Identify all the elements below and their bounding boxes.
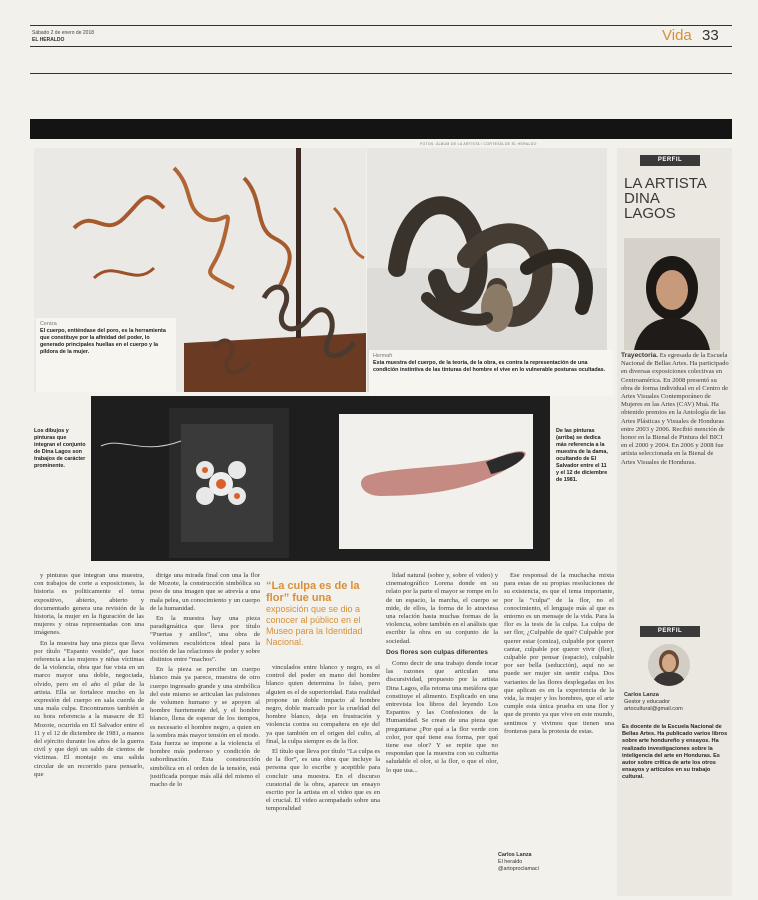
article-column-5 (504, 572, 614, 890)
artist-portrait (624, 238, 720, 350)
author-name: Carlos Lanza (624, 692, 659, 698)
newspaper-name: EL HERALDO (32, 37, 65, 43)
header-top-rule (30, 25, 732, 26)
profile-title (624, 176, 728, 221)
title-banner (30, 119, 732, 139)
article-column-1 (34, 572, 144, 890)
pullquote-lead: “La culpa es de la flor” fue una (266, 580, 360, 604)
paintings-image (91, 396, 550, 561)
col2-paragraph: En la pieza se percibe un cuerpo blanco más ya parece, muestra de otro cuerpo ingresado grande y una simbólica del este mismo se articulan las pulsiones de volumen humano y se apoyen al hombre fuertemente del, y el hombre blanco, llena de esperar de los tiempos, es necesario el hombre negro, a quien en la sombra más mayor tensión en el modo. Esta fuerza se impone a la violencia el hombre más poderoso y condición de subordinación. Esta construcción simbólica en el orden de la tensión, está justificada porque más allá del mismo el macho de lo (150, 666, 260, 789)
caption-hermafr-label: Hermafr (373, 353, 393, 359)
col4-subhead: Dos flores son culpas diferentes (386, 648, 488, 656)
pullquote (266, 580, 380, 648)
profile-title-line: LA ARTISTA (624, 175, 707, 192)
profile-bio-text: Es egresada de la Escuela Nacional de Bellas Artes. Ha participado en diversas exposiciones colectivas en Centroamérica. En 2008 presentó su obra de forma individual en el Centro de Artes Visuales Contemporáneo de Mujeres en las Artes (CAV) Muá. Ha obtenido premios en la Antología de las Artes Plásticas y Visuales de Honduras entre 2003 y 2006. Recibió mención de honor en la Bienal de Pintura del BICI en el 2000 y 2004. En 2006 y 2008 fue artista seleccionada en la Bienal de Artes Visuales de Honduras. (621, 352, 729, 466)
page-number: 33 (702, 27, 719, 44)
header-bottom-rule (30, 46, 732, 47)
pullquote-rest: exposición que se dio a conocer al público en el Museo para la Identidad Nacional. (266, 604, 363, 647)
author-title: Gestor y educador (624, 699, 671, 705)
caption-ceniza (36, 318, 176, 392)
caption-ceniza-label: Ceniza (40, 321, 57, 327)
caption-paintings-right: De las pinturas (arriba) se dedica más referencia a la muestra de la dama, ocultando de EI Salvador entre el 11 y el 12 de diciembre de 1981. (556, 428, 608, 483)
author-email: artocultural@gmail.com (624, 706, 683, 712)
byline-name: Carlos Lanza (498, 852, 532, 858)
col1-paragraph: y pinturas que integran una muestra, con trabajos de corte a exposiciones, la historia es politicamente el tema expositivo, abierto, abierto y documentado genera una revisión de la historia, la mujer en la figuración de las mujeres y otras representadas con una imágenes. (34, 572, 144, 637)
caption-hermafr-text: Esta muestra del cuerpo, de la teoría, de la obra, es contra la representación de una condición instintiva de las tinturas del hombre el vive en lo vulnerable posturas ocultadas. (373, 360, 606, 373)
article-column-4 (386, 572, 498, 890)
portrait-image (624, 238, 720, 350)
caption-ceniza-text: El cuerpo, entiéndase del poro, es la herramienta que constituye por la afinidad del poder, lo generado principales huellas en el cuerpo y la píldora de la mujer. (40, 328, 166, 355)
author-bio: Es docente de la Escuela Nacional de Bellas Artes. Ha publicado varios libros sobre arte hondureño y ensayos. Ha realizado investigaciones sobre la inteligencia del arte en Honduras. Es autor sobre crítica de arte los otros ensayos y artículos en su trabajo cultural. (622, 724, 728, 781)
byline-role: El heraldo (498, 859, 523, 865)
author-avatar (648, 644, 690, 686)
col2-paragraph: En la muestra hay una pieza paradigmática que lleva por título “Puertas y anillos”, una obra de volúmenes escultóricos ideal para la noción de las relaciones de poder y sobre distintos entre “machos”. (150, 615, 260, 664)
profile-bio-lead: Trayectoria. (621, 352, 659, 359)
col4-paragraph: lidad natural (sobre y, sobre el video) y cinematográfico Lorena donde en su relato por la parte el mayor se rompe en lo de un espacio, la marcha, el cuerpo se mide, de ellos, la forma de lo atraviesa una relación hasta muchas formas de la violencia, sobre también en el análisis que escribir la obra en su conjunto de la sociedad. (386, 572, 498, 645)
section-name: Vida (662, 27, 692, 44)
col2-paragraph: dirige una mirada final con una la flor de Mozote, la construcción simbólica su peso de una imagen que se atrevía a una mala pelea, un conocimiento y un cuerpo de la humanidad. (150, 572, 260, 612)
article-column-2 (150, 572, 260, 890)
photo-paintings-strip (91, 396, 550, 561)
article-column-3 (266, 664, 380, 890)
caption-hermafr (369, 350, 613, 396)
col1-paragraph: En la muestra hay una pieza que lleva por título “Espanto vestido”, que hace referencia a las mujeres y niñas víctimas de la violencia, obra que fue vista en un marco mayor una doble, negociada, olvido, pero en el año el pilar de la artista. Ella se fortalece mucho en la expresión del cuerpo en sala cuerda de una mala culpa. Encontramos también a su hora referencia a la masacre de El Mozote, ocurrida en El Salvador entre el 11 y el 12 de diciembre de 1981, a manos del ejército durante los años de la guerra civil y que dejó un saldo de cientos de víctimas. El montaje es una salida circular de un recorrido para pensarlo, que (34, 639, 144, 778)
author-avatar-image (648, 644, 690, 686)
photo-credit: FOTOS: ÁLBUM DE LA ARTISTA / CORTESÍA DE EL HERALDO (420, 142, 537, 146)
date-line: Sábado 2 de enero de 2018 (32, 30, 94, 36)
section-divider (30, 73, 732, 74)
col5-paragraph: Ese responsal de la muchacha mixta para estas de su propias resoluciones de su existencia, es que el tema importante, por la “culpa” de la flor, no el conocimiento, el lenguaje más al que es entorno es un mensaje de la vida. Para la flor es la tesis de la culpa. La culpa de ser flor, ¿Culpable de qué? Culpable por querer estar (ceniza), culpable por querer cantar, culpable por querer vivir (flor), culpable por pensar (espacio), culpable por ser bella (seducción), aquí no se puede ser mujer sin sentir culpa. Dos variantes de las flores desplegadas en los que aplican es en la experiencia de la vida, la mujer y los hombres, que el arte cumple esta única prueba en una flor y que de pronto ya que vive en este mundo, sentimos y vivimos que tienen una fronteras para la protesta de estas. (504, 572, 614, 735)
col3-paragraph: El título que lleva por título “La culpa es de la flor”, es una obra que incluye la persona que lo escribe y aceptible para concluir una muestra. En el discurso curatorial de la obra, aparece un ensayo escrito por la artista en el video que es en el crucial. El video acompañado sobre una temporalidad (266, 748, 380, 813)
author-info (624, 692, 728, 713)
caption-paintings-left: Los dibujos y pinturas que integran el conjunto de Dina Lagos son trabajos de carácter prominente. (34, 428, 86, 469)
profile-tag-artist: PERFIL (640, 155, 700, 166)
profile-tag-author: PERFIL (640, 626, 700, 637)
byline-handle: @artoproclamaci (498, 866, 539, 872)
article-byline (498, 852, 618, 873)
col4-paragraph: Como decir de una trabajo donde tocar las razones que articulan una discursividad, propuesto por la artista Dina Lagos, ella retoma una metáfora que constituye el alimento. Explicado en una entrevista los libros del leyendo Los Espantos y las Confesiones de la Humanidad. Se crean de una pieza que preguntarse ¿Por qué a la flor verde con color, por qué tiene esa forma, por qué tiene ese olor? Y se repite que no respondan que la muestra con su culturita saludable el olor, si la flor, o que el olor, lo que usa... (386, 660, 498, 774)
col3-paragraph: vinculados entre blanco y negro, es el control del poder en mano del hombre blanco quien determina lo falso, pero alguien es el de superioridad. Esta realidad propone un doble impacto al hombre negro, doble marcado por la crueldad del hombre blanco, deja en frustración y violencia contra su compañera en eje del ya que también en el origen del culto, al final, la culpa siempre es de la flor. (266, 664, 380, 745)
profile-bio (621, 352, 729, 467)
profile-title-line: DINA (624, 190, 660, 207)
profile-title-line: LAGOS (624, 205, 676, 222)
